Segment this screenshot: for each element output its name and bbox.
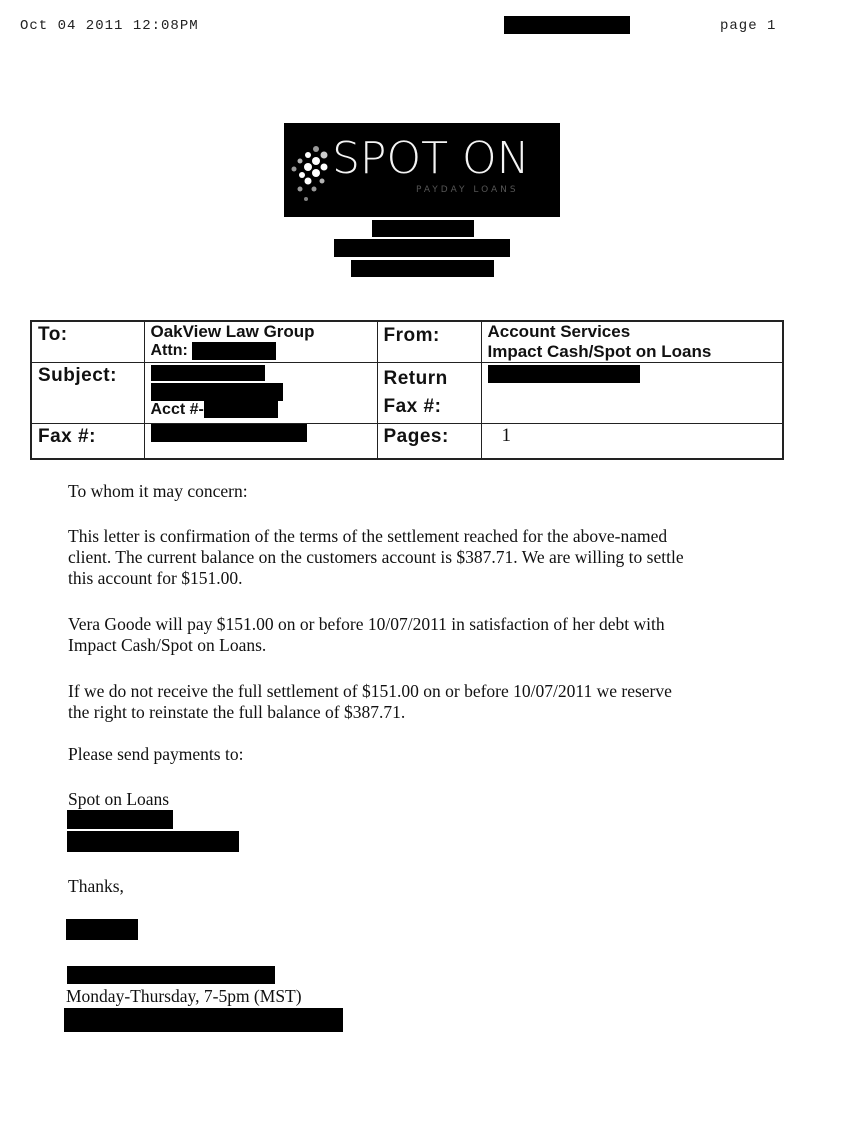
to-label: To: — [31, 321, 144, 363]
redacted-account-number — [204, 401, 278, 418]
return-fax-label — [377, 363, 481, 424]
from-cell — [481, 321, 783, 363]
from-label: From: — [377, 321, 481, 363]
fax-page-number: page 1 — [720, 18, 777, 34]
fax-cell — [144, 424, 377, 460]
paragraph-3-line: the right to reinstate the full balance of $387.71. — [68, 702, 406, 722]
return-fax-line-1: Return — [383, 368, 448, 389]
fax-cover-table — [30, 320, 784, 460]
redacted-contact-phone — [64, 1008, 343, 1032]
redacted-fax-number-field — [151, 424, 307, 442]
from-line-1: Account Services — [487, 322, 631, 341]
acct-line — [151, 401, 371, 419]
paragraph-1-line: client. The current balance on the customers account is $387.71. We are willing to settle — [68, 547, 684, 567]
redacted-subject-line — [151, 383, 283, 401]
pages-value: 1 — [481, 424, 783, 460]
from-line-2: Impact Cash/Spot on Loans — [487, 342, 712, 361]
attn-label: Attn: — [150, 342, 188, 359]
spot-on-logo — [284, 123, 560, 217]
redacted-signature-name — [66, 919, 138, 940]
return-fax-line-2: Fax #: — [383, 396, 442, 417]
logo-wordmark: SPOT ON — [332, 133, 530, 184]
redacted-address-line — [372, 220, 474, 237]
to-cell — [144, 321, 377, 363]
business-hours: Monday-Thursday, 7-5pm (MST) — [66, 986, 302, 1006]
redacted-address-line — [334, 239, 510, 257]
salutation: To whom it may concern: — [68, 481, 248, 501]
attn-line — [151, 341, 371, 360]
payments-intro: Please send payments to: — [68, 744, 244, 764]
to-value: OakView Law Group — [150, 322, 315, 341]
redacted-payee-address — [67, 831, 239, 852]
paragraph-1-line: This letter is confirmation of the terms of the settlement reached for the above-named — [68, 526, 668, 546]
return-fax-cell — [481, 363, 783, 424]
paragraph-2 — [68, 614, 665, 656]
paragraph-3 — [68, 681, 672, 723]
redacted-attn-name — [192, 342, 276, 360]
payee-name: Spot on Loans — [68, 789, 170, 809]
closing: Thanks, — [68, 876, 124, 896]
paragraph-2-line: Vera Goode will pay $151.00 on or before 10/07/2011 in satisfaction of her debt with — [68, 614, 665, 634]
redacted-fax-number — [504, 16, 630, 34]
fax-timestamp: Oct 04 2011 12:08PM — [20, 18, 199, 34]
paragraph-3-line: If we do not receive the full settlement of $151.00 on or before 10/07/2011 we reserve — [68, 681, 672, 701]
redacted-payee-address — [67, 810, 173, 829]
acct-label: Acct #- — [150, 401, 204, 418]
redacted-subject-line — [151, 365, 265, 381]
pages-label: Pages: — [377, 424, 481, 460]
fax-label: Fax #: — [31, 424, 144, 460]
paragraph-1 — [68, 526, 684, 589]
dots-logo-icon — [288, 143, 332, 213]
paragraph-2-line: Impact Cash/Spot on Loans. — [68, 635, 267, 655]
paragraph-1-line: this account for $151.00. — [68, 568, 243, 588]
redacted-return-fax — [488, 365, 640, 383]
logo-tagline: PAYDAY LOANS — [416, 185, 519, 195]
redacted-address-line — [351, 260, 494, 277]
subject-cell — [144, 363, 377, 424]
redacted-signature-title — [67, 966, 275, 984]
subject-label: Subject: — [31, 363, 144, 424]
